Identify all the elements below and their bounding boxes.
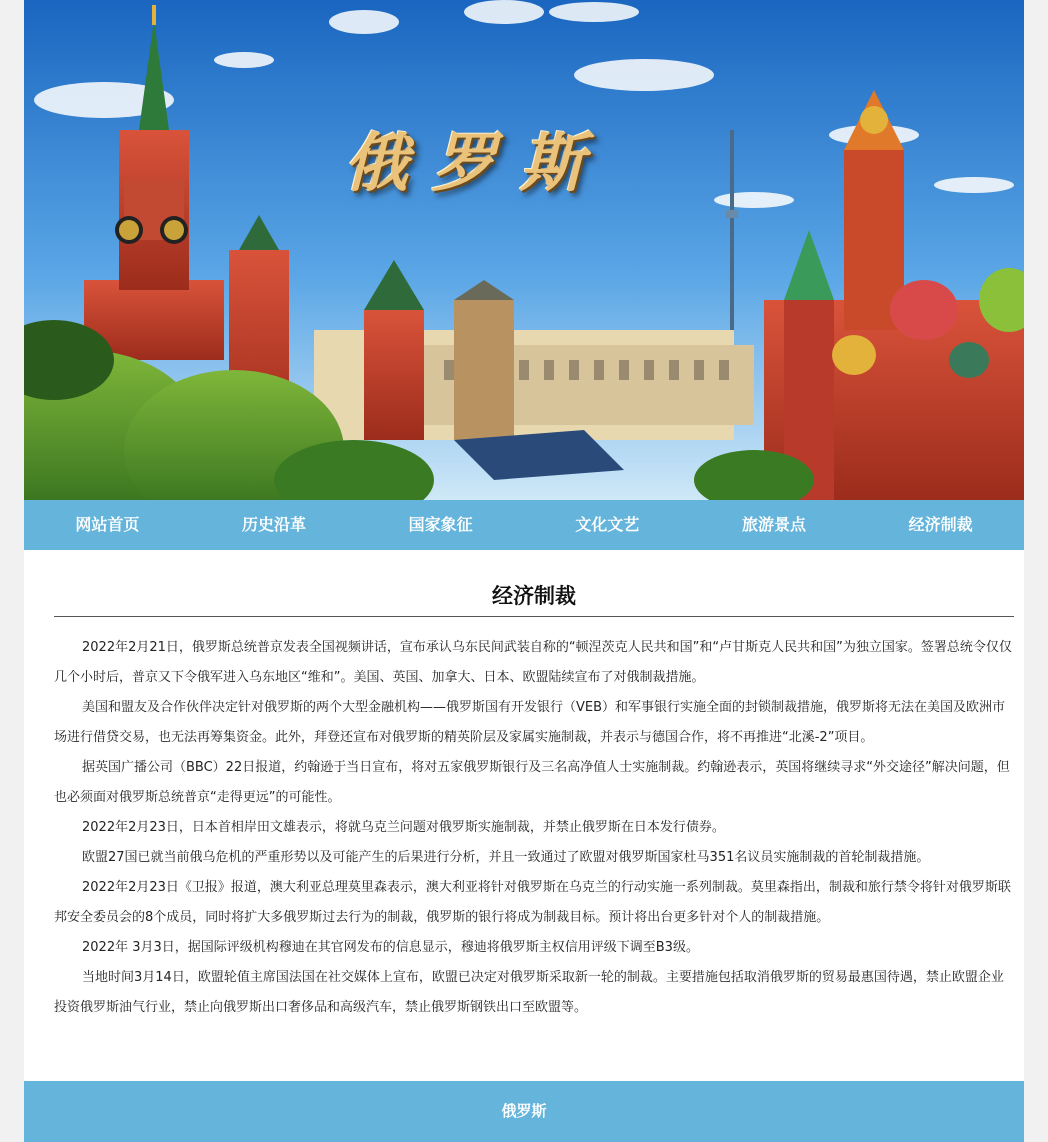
main-content [54,550,1014,1023]
article-paragraph: 2022年2月21日，俄罗斯总统普京发表全国视频讲话，宣布承认乌东民间武装自称的“顿涅茨克人民共和国”和“卢甘斯克人民共和国”为独立国家。签署总统令仅仅几个小时后，普京又下令俄军进入乌东地区“维和”。美国、英国、加拿大、日本、欧盟陆续宣布了对俄制裁措施。 [54,640,1012,685]
page-container [24,0,1024,1142]
main-nav [24,500,1024,550]
article-paragraph: 当地时间3月14日，欧盟轮值主席国法国在社交媒体上宣布，欧盟已决定对俄罗斯采取新一轮的制裁。主要措施包括取消俄罗斯的贸易最惠国待遇，禁止欧盟企业投资俄罗斯油气行业，禁止向俄罗斯出口奢侈品和高级汽车，禁止俄罗斯钢铁出口至欧盟等。 [54,970,1004,1015]
article-body [54,633,1014,1023]
nav-item-history[interactable]: 历史沿革 [241,515,306,534]
section-title: 经济制裁 [54,580,1014,617]
nav-item-tourism[interactable]: 旅游景点 [741,515,806,534]
footer: 俄罗斯 [24,1081,1024,1142]
banner-title: 俄罗斯 [344,126,608,201]
article-paragraph: 美国和盟友及合作伙伴决定针对俄罗斯的两个大型金融机构——俄罗斯国有开发银行（VEB）和军事银行实施全面的封锁制裁措施，俄罗斯将无法在美国及欧洲市场进行借贷交易，也无法再筹集资金。此外，拜登还宣布对俄罗斯的精英阶层及家属实施制裁，并表示与德国合作，将不再推进“北溪-2”项目。 [54,700,1006,745]
kremlin-panorama-image [24,0,1024,500]
article-paragraph: 2022年2月23日《卫报》报道，澳大利亚总理莫里森表示，澳大利亚将针对俄罗斯在乌克兰的行动实施一系列制裁。莫里森指出，制裁和旅行禁令将针对俄罗斯联邦安全委员会的8个成员，同时将扩大多俄罗斯过去行为的制裁，俄罗斯的银行将成为制裁目标。预计将出台更多针对个人的制裁措施。 [54,880,1011,925]
article-paragraph: 据英国广播公司（BBC）22日报道，约翰逊于当日宣布，将对五家俄罗斯银行及三名高净值人士实施制裁。约翰逊表示，英国将继续寻求“外交途径”解决问题，但也必须面对俄罗斯总统普京“走得更远”的可能性。 [54,760,1010,805]
nav-item-home[interactable]: 网站首页 [75,515,140,534]
hero-banner [24,0,1024,500]
article-paragraph: 欧盟27国已就当前俄乌危机的严重形势以及可能产生的后果进行分析，并且一致通过了欧盟对俄罗斯国家杜马351名议员实施制裁的首轮制裁措施。 [82,850,930,865]
nav-item-national-symbols[interactable]: 国家象征 [408,515,473,534]
nav-item-culture[interactable]: 文化文艺 [575,515,640,534]
article-paragraph: 2022年2月23日，日本首相岸田文雄表示，将就乌克兰问题对俄罗斯实施制裁，并禁止俄罗斯在日本发行债券。 [82,820,725,835]
article-paragraph: 2022年 3月3日，据国际评级机构穆迪在其官网发布的信息显示，穆迪将俄罗斯主权信用评级下调至B3级。 [82,940,699,955]
nav-item-sanctions[interactable]: 经济制裁 [908,515,973,534]
